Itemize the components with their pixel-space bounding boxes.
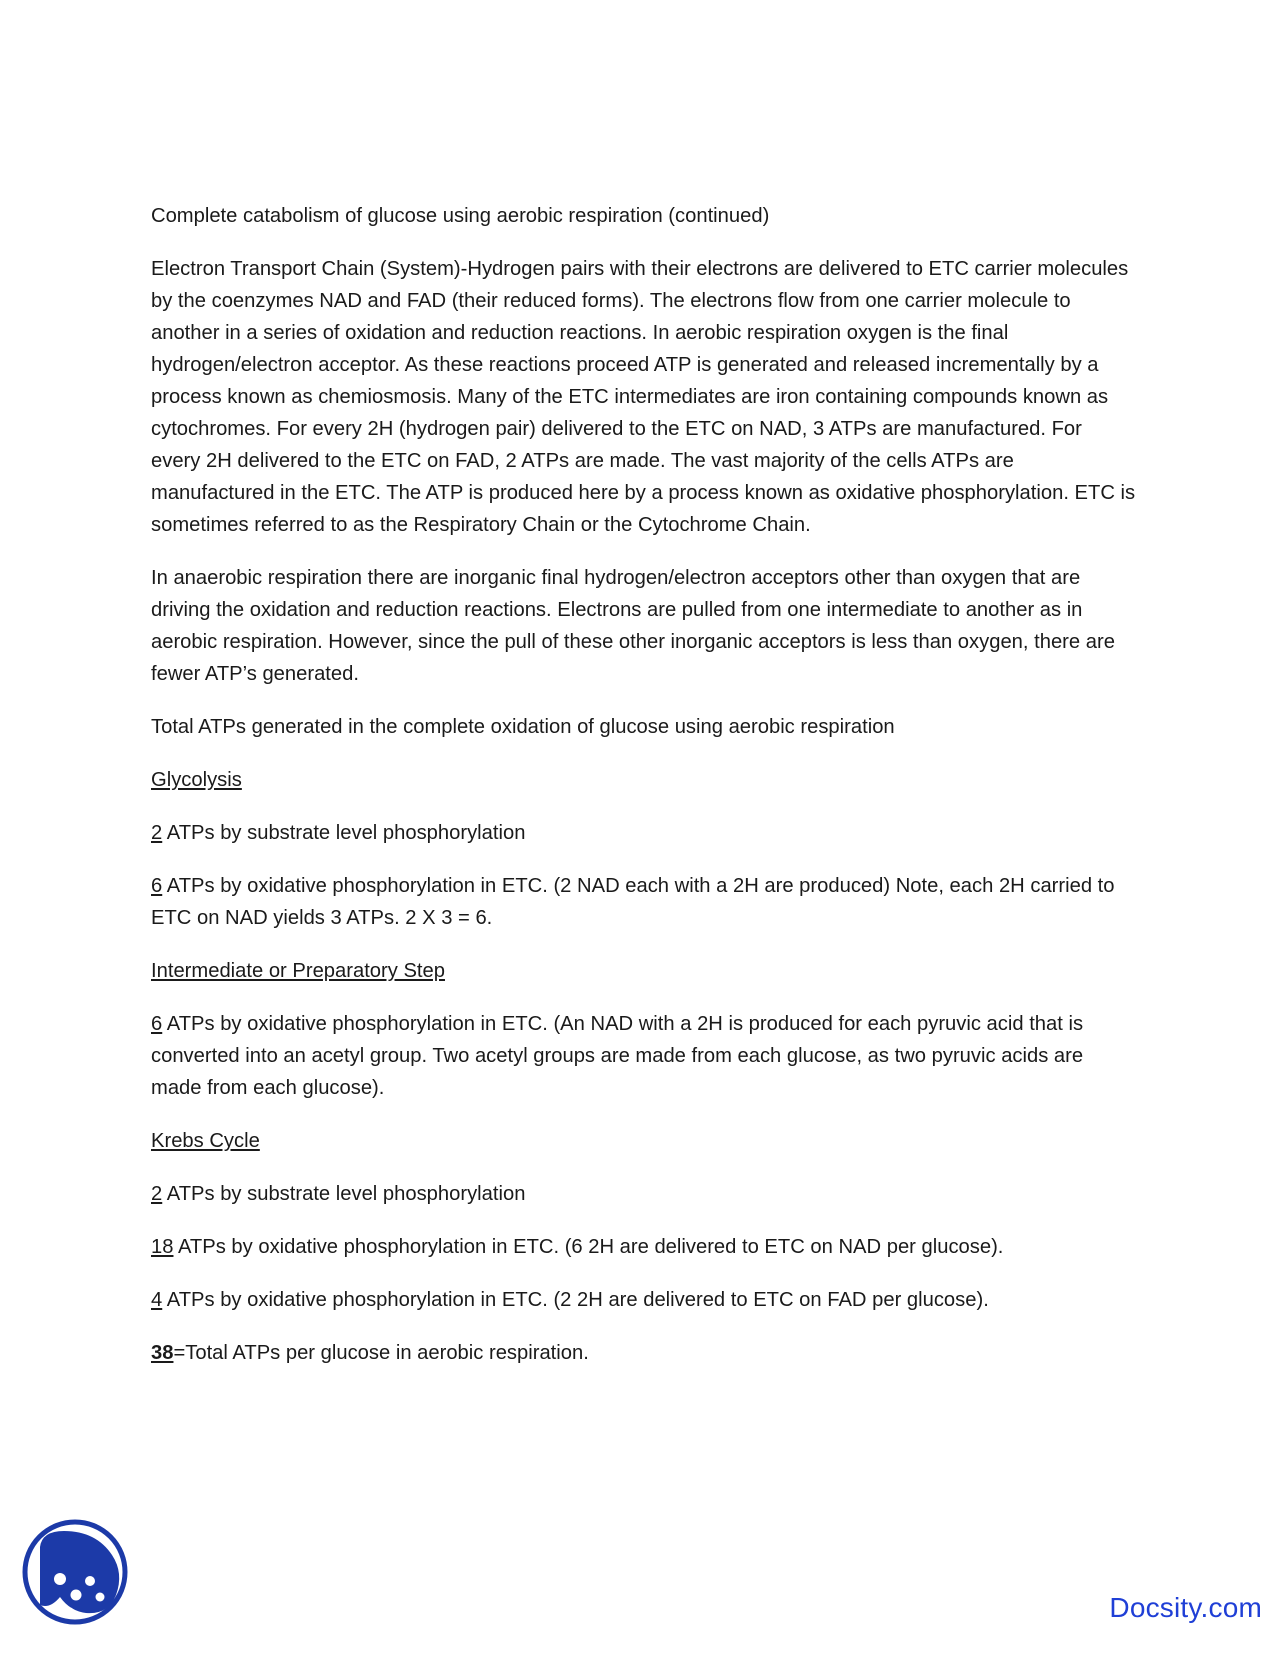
docsity-brand[interactable]: Docsity.com <box>1109 1592 1262 1623</box>
intermediate-heading: Intermediate or Preparatory Step <box>151 960 445 982</box>
atp-count: 6 <box>151 875 163 897</box>
total-intro: Total ATPs generated in the complete oxidation of glucose using aerobic respiration <box>151 716 895 738</box>
atp-count: 2 <box>151 1183 163 1205</box>
krebs-item-1 <box>151 1178 1136 1210</box>
atp-description: ATPs by oxidative phosphorylation in ETC. (2 2H are delivered to ETC on FAD per glucose). <box>162 1289 989 1311</box>
total-atp-count: 38 <box>151 1342 174 1364</box>
glycolysis-item-1 <box>151 817 1136 849</box>
total-line <box>151 1337 1136 1369</box>
krebs-heading: Krebs Cycle <box>151 1130 260 1152</box>
intermediate-item-1 <box>151 1008 1136 1104</box>
anaerobic-paragraph: In anaerobic respiration there are inorganic final hydrogen/electron acceptors other than oxygen that are driving the oxidation and reduction reactions. Electrons are pulled from one intermediate to another as in aerobic respiration. However, since the pull of these other inorganic acceptors is less than oxygen, there are fewer ATP’s generated. <box>151 567 1115 685</box>
total-description: =Total ATPs per glucose in aerobic respiration. <box>173 1342 589 1364</box>
atp-description: ATPs by substrate level phosphorylation <box>162 1183 526 1205</box>
atp-description: ATPs by oxidative phosphorylation in ETC. (6 2H are delivered to ETC on NAD per glucose). <box>173 1236 1004 1258</box>
docsity-logo-icon <box>20 1517 130 1627</box>
atp-count: 18 <box>151 1236 174 1258</box>
atp-count: 2 <box>151 822 163 844</box>
glycolysis-heading: Glycolysis <box>151 769 242 791</box>
document-body <box>151 200 1136 1390</box>
atp-count: 4 <box>151 1289 163 1311</box>
etc-paragraph: Electron Transport Chain (System)-Hydrogen pairs with their electrons are delivered to ETC carrier molecules by the coenzymes NAD and FAD (their reduced forms). The electrons flow from one carrier molecule to another in a series of oxidation and reduction reactions. In aerobic respiration oxygen is the final hydrogen/electron acceptor. As these reactions proceed ATP is generated and released incrementally by a process known as chemiosmosis. Many of the ETC intermediates are iron containing compounds known as cytochromes. For every 2H (hydrogen pair) delivered to the ETC on NAD, 3 ATPs are manufactured. For every 2H delivered to the ETC on FAD, 2 ATPs are made. The vast majority of the cells ATPs are manufactured in the ETC. The ATP is produced here by a process known as oxidative phosphorylation. ETC is sometimes referred to as the Respiratory Chain or the Cytochrome Chain. <box>151 258 1136 536</box>
atp-count: 6 <box>151 1013 163 1035</box>
krebs-item-3 <box>151 1284 1136 1316</box>
atp-description: ATPs by oxidative phosphorylation in ETC. (2 NAD each with a 2H are produced) Note, each 2H carried to ETC on NAD yields 3 ATPs. 2 X 3 = 6. <box>151 875 1115 929</box>
atp-description: ATPs by oxidative phosphorylation in ETC. (An NAD with a 2H is produced for each pyruvic acid that is converted into an acetyl group. Two acetyl groups are made from each glucose, as two pyruvic acids are made from each glucose). <box>151 1013 1084 1099</box>
document-title: Complete catabolism of glucose using aerobic respiration (continued) <box>151 205 770 227</box>
glycolysis-item-2 <box>151 870 1136 934</box>
krebs-item-2 <box>151 1231 1136 1263</box>
atp-description: ATPs by substrate level phosphorylation <box>162 822 526 844</box>
